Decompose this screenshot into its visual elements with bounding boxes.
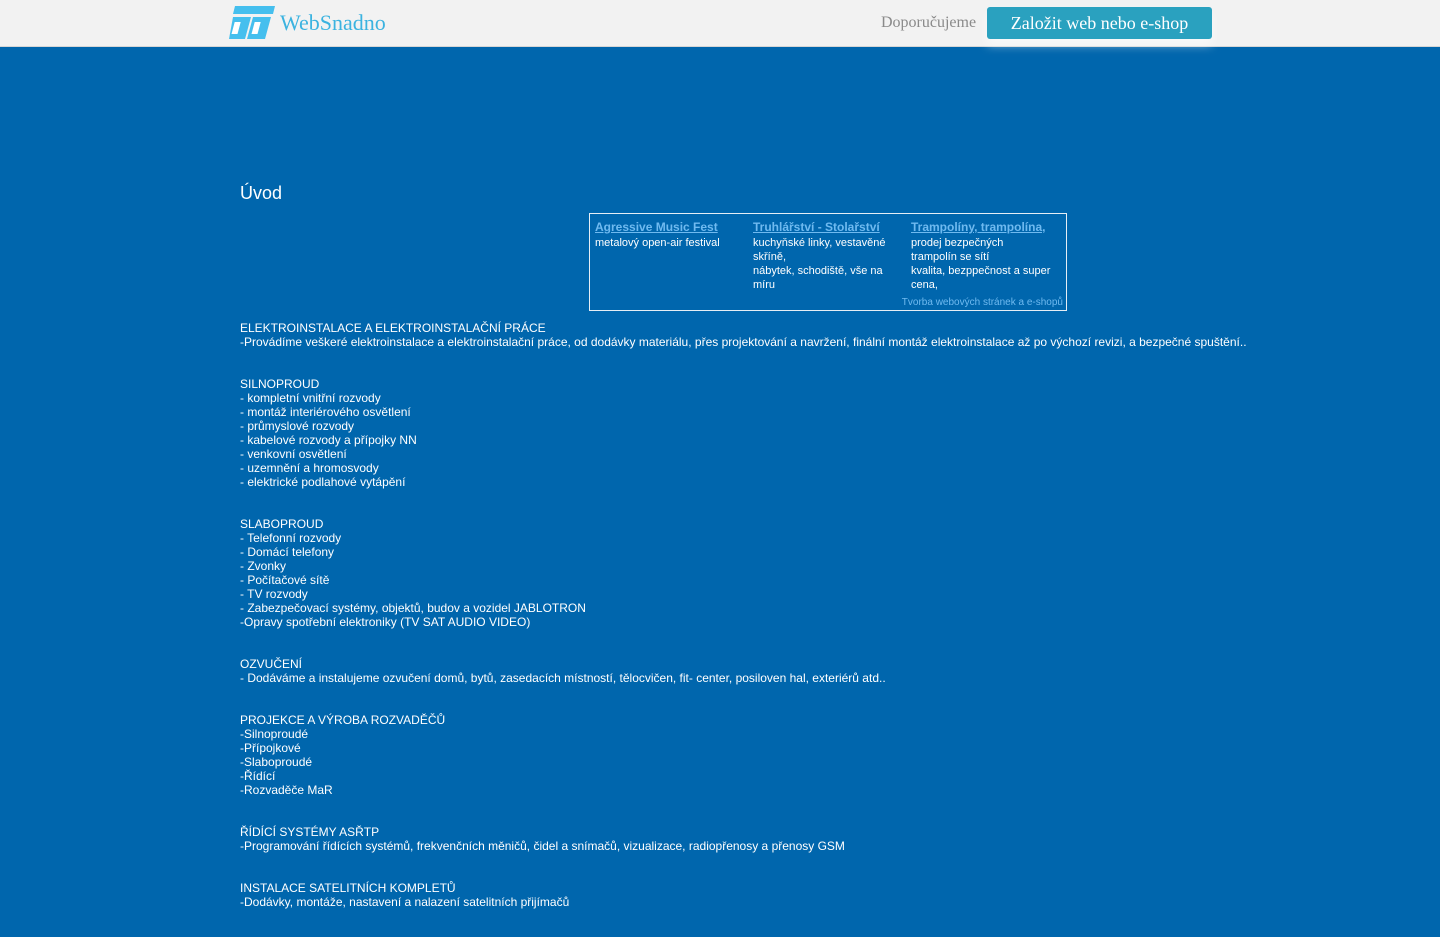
ad-item xyxy=(911,220,1051,292)
list-item: - montáž interiérového osvětlení xyxy=(240,405,411,419)
section-rozvadece xyxy=(240,713,1280,797)
section-heading: ŘÍDÍCÍ SYSTÉMY ASŘTP xyxy=(240,825,380,839)
list-item: -Přípojkové xyxy=(240,741,301,755)
list-item: -Řídící xyxy=(240,769,276,783)
section-text: -Provádíme veškeré elektroinstalace a elektroinstalační práce, od dodávky materiálu, přes projektování a navržení, finální montáž elektroinstalace až po výchozí revizi, a bezpečné spuštění.. xyxy=(240,335,1247,349)
list-item: - TV rozvody xyxy=(240,587,308,601)
ad-item xyxy=(595,220,735,250)
ad-item xyxy=(753,220,893,292)
create-web-button[interactable]: Založit web nebo e-shop xyxy=(987,7,1212,39)
section-heading: SLABOPROUD xyxy=(240,517,324,531)
ad-title-link[interactable]: Agressive Music Fest xyxy=(595,220,718,234)
section-slaboproud xyxy=(240,517,1280,629)
section-heading: OZVUČENÍ xyxy=(240,657,303,671)
ad-text: nábytek, schodiště, vše na míru xyxy=(753,265,883,291)
section-ozvuceni xyxy=(240,657,1280,685)
top-bar xyxy=(0,0,1440,47)
page-title: Úvod xyxy=(240,183,283,203)
section-text: -Programování řídících systémů, frekvenčních měničů, čidel a snímačů, vizualizace, radiopřenosy a přenosy GSM xyxy=(240,839,845,853)
ad-title-link[interactable]: Truhlářství - Stolařství xyxy=(753,220,880,234)
section-heading: PROJEKCE A VÝROBA ROZVADĚČŮ xyxy=(240,713,446,727)
ad-text: prodej bezpečných trampolín se sítí xyxy=(911,237,1004,263)
list-item: -Slaboproudé xyxy=(240,755,313,769)
ad-box xyxy=(589,213,1067,311)
list-item: - Telefonní rozvody xyxy=(240,531,342,545)
list-item: - Zabezpečovací systémy, objektů, budov a vozidel JABLOTRON xyxy=(240,601,586,615)
list-item: - uzemnění a hromosvody xyxy=(240,461,379,475)
section-text: -Dodávky, montáže, nastavení a nalazení satelitních přijímačů xyxy=(240,895,570,909)
ad-text: metalový open-air festival xyxy=(595,237,720,249)
section-text: - Dodáváme a instalujeme ozvučení domů, bytů, zasedacích místností, tělocvičen, fit- center, posiloven hal, exteriérů atd.. xyxy=(240,671,886,685)
section-heading: INSTALACE SATELITNÍCH KOMPLETŮ xyxy=(240,881,456,895)
list-item: - Domácí telefony xyxy=(240,545,335,559)
list-item: - kabelové rozvody a přípojky NN xyxy=(240,433,417,447)
list-item: - Zvonky xyxy=(240,559,287,573)
section-satelity xyxy=(240,881,1280,909)
list-item: - venkovní osvětlení xyxy=(240,447,347,461)
section-heading: SILNOPROUD xyxy=(240,377,320,391)
list-item: - elektrické podlahové vytápění xyxy=(240,475,406,489)
section-electro xyxy=(240,321,1280,349)
section-silnoproud xyxy=(240,377,1280,489)
list-item: - průmyslové rozvody xyxy=(240,419,355,433)
list-item: -Silnoproudé xyxy=(240,727,309,741)
list-item: -Opravy spotřební elektroniky (TV SAT AUDIO VIDEO) xyxy=(240,615,531,629)
section-ridici-systemy xyxy=(240,825,1280,853)
list-item: - Počítačové sítě xyxy=(240,573,330,587)
main-content xyxy=(240,321,1280,937)
ad-text: kuchyňské linky, vestavěné skříně, xyxy=(753,237,886,263)
list-item: - kompletní vnitřní rozvody xyxy=(240,391,381,405)
ad-credit-link[interactable]: Tvorba webových stránek a e-shopů xyxy=(901,297,1063,308)
ad-text: kvalita, bezppečnost a super cena, xyxy=(911,265,1051,291)
recommend-link[interactable]: Doporučujeme xyxy=(881,14,977,31)
brand-link[interactable]: WebSnadno xyxy=(280,10,386,35)
ad-title-link[interactable]: Trampolíny, trampolína, xyxy=(911,220,1046,234)
websnadno-logo-icon[interactable] xyxy=(229,6,275,39)
section-heading: ELEKTROINSTALACE A ELEKTROINSTALAČNÍ PRÁCE xyxy=(240,321,546,335)
list-item: -Rozvaděče MaR xyxy=(240,783,333,797)
